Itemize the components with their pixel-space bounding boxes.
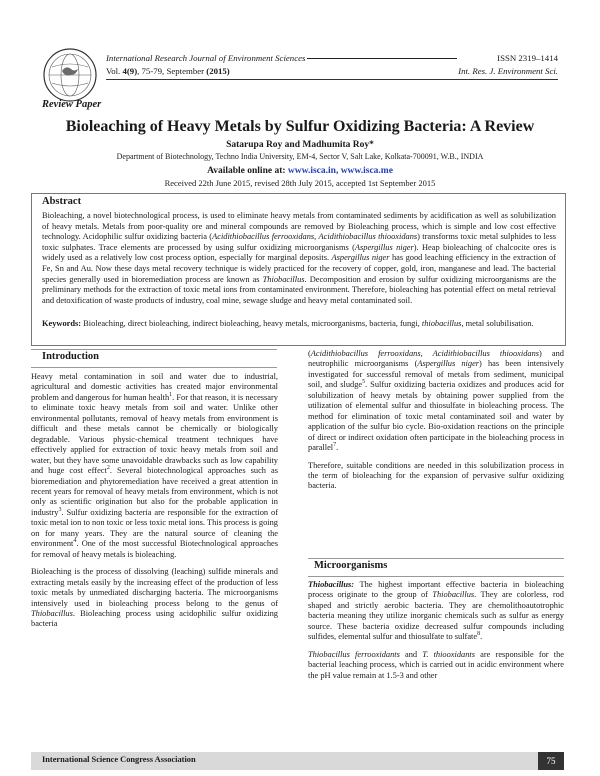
citation: 1 xyxy=(169,392,173,399)
year: (2015) xyxy=(206,66,230,76)
authors: Satarupa Roy and Madhumita Roy* xyxy=(226,140,374,150)
keywords-text: Bioleaching, direct bioleaching, indirect bioleaching, heavy metals, microorganisms, bacteria, fungi, xyxy=(81,319,422,328)
pages-date: , 75-79, September xyxy=(137,66,207,76)
citation: 5 xyxy=(362,379,366,386)
page-number: 75 xyxy=(538,752,564,770)
text: ) and neutrophilic microorganisms ( xyxy=(308,349,564,369)
text: . Sulfur oxidizing bacteria oxidizes and produces acid for solubilization of heavy metals by obtaining power supplied from the utilization of elemental sulfur and thiosulfate in bioleaching process. The method for elimination of toxic metal contaminated soil and water by application of the sulfur bio cycle. Bio-oxidation reactions on the principle of direct or indirect oxidation often participate in the bioleaching process in parallel xyxy=(308,380,564,453)
online-urls-link[interactable]: www.isca.in, www.isca.me xyxy=(287,166,393,176)
citation: 3 xyxy=(58,507,62,514)
keywords-label: Keywords: xyxy=(42,319,82,328)
species-name: Aspergillus niger xyxy=(417,359,480,369)
article-title: Bioleaching of Heavy Metals by Sulfur Oxidizing Bacteria: A Review xyxy=(65,118,535,135)
species-name: T. thiooxidants xyxy=(422,649,475,659)
text: ) has been intensively investigated for successful removal of metals from sediment, municipal soil, and sludge xyxy=(308,359,564,390)
citation: 4 xyxy=(73,538,77,545)
online-label: Available online at: xyxy=(207,166,288,176)
right-paragraph-1 xyxy=(308,349,564,454)
text: . xyxy=(336,443,339,453)
text: . Bioleaching process using acidophilic sulfur oxidizing bacteria xyxy=(31,608,278,629)
text: Heavy metal contamination in soil and water due to industrial, agricultural and domestic activities has created major environmental problem and dangerous for human health xyxy=(31,372,278,402)
species-name: Aspergillus niger xyxy=(354,242,414,252)
intro-paragraph-1 xyxy=(31,372,278,560)
species-name: Thiobacillus ferrooxidants xyxy=(308,649,400,659)
text: . Several biotechnological approaches such as bioremediation and phytoremediation have received a great attention in recent years for removal of heavy metals from environment, which is not only as scientific origination but also for the probable application in industry xyxy=(31,466,278,517)
species-name: Acidithiobacillus ferrooxidans, Acidithiobacillus thiooxidans xyxy=(310,349,540,358)
citation: 7 xyxy=(333,442,337,449)
journal-logo-icon xyxy=(42,47,98,103)
keywords xyxy=(42,319,556,330)
text: . They are colorless, rod shaped and strictly aerobic bacteria. They are chemolithoautotrophic bacteria meaning they utilize inorganic chemicals such as sulfur as energy source. These bacteria oxidize decreased sulfur compounds including sulfides, elemental sulfur and thiosulfate to sulfate xyxy=(308,590,564,642)
journal-name: International Research Journal of Environment Sciences xyxy=(106,53,306,63)
abstract-segment: . Decomposition and erosion by sulfur oxidizing microorganisms are the preliminary methods for the extraction of toxic metal ions from contaminated environment. Therefore, bioleaching has potential effect on metal retrieval and detoxification of waste products of industry, coal mine, sewage sludge and heavy metal contaminated soil. xyxy=(42,274,556,305)
text: Bioleaching is the process of dissolving (leaching) sulfide minerals and extracting metals easily by the increasing effect of the production of less toxic metals by unmediated discharging bacteria. The microorganisms intensively used in bioleaching process belong to the genus of xyxy=(31,567,278,608)
citation: 2 xyxy=(106,465,110,472)
footer-association: International Science Congress Association xyxy=(42,755,196,764)
text: are responsible for the bacterial leaching process, which is carried out in acidic environment where the pH value remain at 1.5-3 and other xyxy=(308,649,564,680)
abstract-segment: has good leaching efficiency in the extraction of Fe, Sn and Au. Now these days metal recovery technique is widely practiced for the recovery of copper, gold, iron, manganese and lead. The bacterial species generally used in bioremediation process are known as xyxy=(42,253,556,284)
received-dates: Received 22th June 2015, revised 28th July 2015, accepted 1st September 2015 xyxy=(164,178,436,188)
keywords-text: , metal solubilisation. xyxy=(461,319,534,328)
header-divider xyxy=(106,79,558,80)
species-name: Acidithiobacillus ferrooxidans, Acidithiobacillus thiooxidans xyxy=(212,232,418,242)
microorganisms-heading: Microorganisms xyxy=(314,560,388,571)
text: The highest important effective bacteria in bioleaching process originate to the group of xyxy=(308,580,564,600)
microorganisms-section xyxy=(308,580,564,688)
abstract-segment: ). Heap bioleaching of chalcocite ores is widely used as a relatively low cost process option, especially for marginal deposits. xyxy=(42,242,556,263)
available-online xyxy=(0,166,600,176)
affiliation: Department of Biotechnology, Techno India University, EM-4, Sector V, Salt Lake, Kolkata-700091, W.B., INDIA xyxy=(116,152,484,161)
species-name: thiobacillus xyxy=(421,319,462,328)
text: . xyxy=(480,632,483,642)
thiobacillus-paragraph xyxy=(308,580,564,643)
right-column xyxy=(308,349,564,499)
abstract-text xyxy=(42,211,556,306)
subsection-label: Thiobacillus: xyxy=(308,580,355,589)
abstract-segment: Bioleaching, a novel biotechnological process, is used to eliminate heavy metals from contaminated sediments by acidification as well as solubilization of heavy metals. Metals from poor-quality ore and mineral compounds are removed by Bioleaching process, which is simple and low cost effective technology. Acidophilic sulfur oxidizing bacteria ( xyxy=(42,211,556,242)
intro-paragraph-2 xyxy=(31,567,278,630)
introduction-heading: Introduction xyxy=(42,351,99,362)
text: . Sulfur oxidizing bacteria are responsible for the extraction of toxic metal ion to non toxic or less toxic metal ions. This process is going on for many years. They are the natural source of cleaning the environment xyxy=(31,507,278,549)
journal-header-line xyxy=(106,53,558,63)
vol-prefix: Vol. xyxy=(106,66,123,76)
text: . For that reason, it is necessary to eliminate toxic heavy metals from soil and water. Unlike other environmental pollutants, removal of heavy metals from environment is difficult and these metals cannot be chemically or biologically degradable. Various physic-chemical treatment techniques have effectively applied for extraction of toxic heavy metals from soil and water, but they have some unavoidable drawbacks such as low capability and huge cost effect xyxy=(31,392,278,476)
species-name: Thiobacillus xyxy=(432,590,475,600)
volume-line xyxy=(106,66,558,76)
article-type: Review Paper xyxy=(42,99,102,110)
vol-number: 4(9) xyxy=(122,66,138,76)
text: . One of the most successful Biotechnological approaches for removal of heavy metals is bioleaching. xyxy=(31,539,278,559)
species-name: Thiobacillus xyxy=(262,274,305,284)
text: and xyxy=(399,649,423,659)
issn: ISSN 2319–1414 xyxy=(497,53,558,63)
right-paragraph-2: Therefore, suitable conditions are needed in this solubilization process in the term of bioleaching for the expansion of pervasive sulfur oxidizing bacteria. xyxy=(308,460,564,491)
text: ( xyxy=(308,349,311,358)
header-rule xyxy=(307,58,457,59)
species-name: Aspergillus niger xyxy=(331,253,390,263)
journal-abbreviation: Int. Res. J. Environment Sci. xyxy=(458,66,558,76)
abstract-heading: Abstract xyxy=(42,196,82,207)
species-name: Thiobacillus xyxy=(31,608,73,618)
citation: 8 xyxy=(477,631,481,638)
species-paragraph xyxy=(308,650,564,681)
abstract-segment: ) transforms toxic metal sulphides to less toxic sulphates. Trace elements are processed by using sulfur oxidizing microorganisms ( xyxy=(42,232,556,252)
left-column xyxy=(31,372,278,637)
